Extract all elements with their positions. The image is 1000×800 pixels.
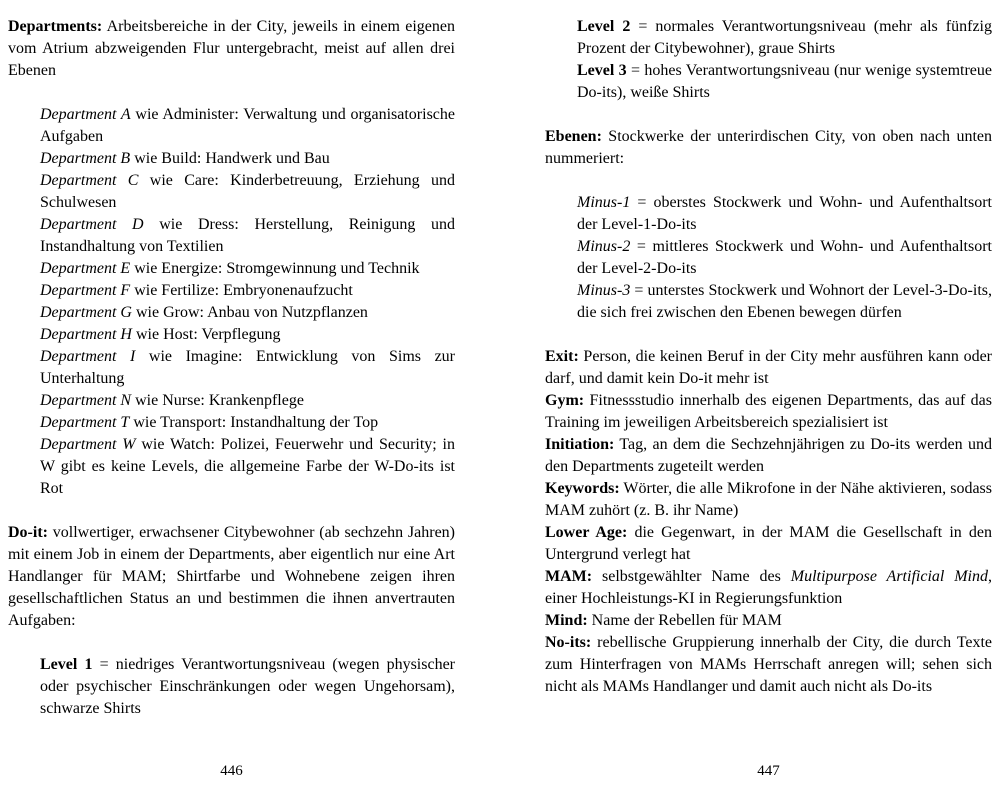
glossary-entry: [8, 16, 455, 82]
entry-term-italic: Department G: [40, 304, 132, 321]
entry-text: Tag, an dem die Sechzehnjährigen zu Do-its werden und den Departments zugeteilt werden: [545, 436, 992, 475]
glossary-entry: [545, 346, 992, 390]
glossary-subentry-group: [8, 654, 455, 720]
entry-text: Wörter, die alle Mikrofone in der Nähe aktivieren, sodass MAM zuhört (z. B. ihr Name): [545, 480, 992, 519]
entry-text: = unterstes Stockwerk und Wohnort der Level-3-Do-its, die sich frei zwischen den Ebenen bewegen dürfen: [577, 282, 992, 321]
entry-text: wie Administer: Verwaltung und organisatorische Aufgaben: [40, 106, 456, 145]
entry-text: wie Grow: Anbau von Nutzpflanzen: [131, 304, 368, 321]
entry-term-italic: Department I: [40, 348, 136, 365]
entry-text: Person, die keinen Beruf in der City mehr ausführen kann oder darf, und damit kein Do-it mehr ist: [545, 348, 992, 387]
glossary-entry: [40, 346, 455, 390]
glossary-entry: [545, 434, 992, 478]
glossary-entry: [577, 236, 992, 280]
entry-term-italic: Department D: [40, 216, 144, 233]
glossary-entry: [40, 280, 455, 302]
entry-term: Exit:: [545, 348, 579, 365]
page-number-left: 446: [220, 763, 243, 779]
glossary-entry: [545, 610, 992, 632]
glossary-entry: [577, 280, 992, 324]
entry-text: , einer Hochleistungs-KI in Regierungsfunktion: [545, 568, 992, 607]
glossary-entry: [545, 632, 992, 698]
entry-term: Initiation:: [545, 436, 615, 453]
glossary-entry: [40, 324, 455, 346]
entry-term: Do-it:: [8, 524, 48, 541]
glossary-subentry-group: [8, 104, 455, 500]
glossary-entry: [40, 148, 455, 170]
glossary-entry: [577, 60, 992, 104]
entry-text: Name der Rebellen für MAM: [587, 612, 782, 629]
entry-text: Arbeitsbereiche in der City, jeweils in einem eigenen vom Atrium abzweigenden Flur untergebracht, meist auf allen drei Ebenen: [8, 18, 455, 79]
page-right-content: [545, 16, 992, 750]
entry-term: Mind:: [545, 612, 588, 629]
entry-text: = mittleres Stockwerk und Wohn- und Aufenthaltsort der Level-2-Do-its: [577, 238, 992, 277]
glossary-entry-group: [545, 126, 992, 170]
entry-term-italic: Multipurpose Artificial Mind: [790, 568, 988, 585]
entry-term-italic: Department B: [40, 150, 131, 167]
glossary-entry-group: [8, 522, 455, 632]
entry-term: Departments:: [8, 18, 103, 35]
entry-text: wie Energize: Stromgewinnung und Technik: [130, 260, 420, 277]
entry-term-italic: Department N: [40, 392, 132, 409]
glossary-entry: [40, 654, 455, 720]
entry-term: Level 3: [577, 62, 627, 79]
entry-text: wie Host: Verpflegung: [131, 326, 281, 343]
entry-term: Keywords:: [545, 480, 620, 497]
page-number-right: 447: [757, 763, 780, 779]
glossary-subentry-group: [545, 192, 992, 324]
entry-text: die Gegenwart, in der MAM die Gesellschaft in den Untergrund verlegt hat: [545, 524, 992, 563]
entry-term-italic: Minus-1: [577, 194, 631, 211]
glossary-subentry-group: [545, 16, 992, 104]
entry-text: selbstgewählter Name des: [592, 568, 791, 585]
glossary-entry: [40, 302, 455, 324]
entry-term-italic: Department C: [40, 172, 139, 189]
entry-text: wie Dress: Herstellung, Reinigung und Instandhaltung von Textilien: [40, 216, 456, 255]
entry-term-italic: Department E: [40, 260, 131, 277]
glossary-entry: [577, 192, 992, 236]
entry-text: Stockwerke der unterirdischen City, von oben nach unten nummeriert:: [545, 128, 992, 167]
entry-text: wie Build: Handwerk und Bau: [130, 150, 330, 167]
entry-text: wie Care: Kinderbetreuung, Erziehung und Schulwesen: [40, 172, 455, 211]
entry-text: vollwertiger, erwachsener Citybewohner (ab sechzehn Jahren) mit einem Job in einem der Departments, aber eigentlich nur eine Art Handlanger für MAM; Shirtfarbe und Wohnebene zeigen ihren gesellschaftlichen Status an und bestimmen die ihnen anvertrauten Aufgaben:: [8, 524, 455, 629]
glossary-entry: [40, 258, 455, 280]
entry-text: = hohes Verantwortungsniveau (nur wenige systemtreue Do-its), weiße Shirts: [577, 62, 992, 101]
entry-text: = niedriges Verantwortungsniveau (wegen physischer oder psychischer Einschränkungen oder wegen Ungehorsam), schwarze Shirts: [40, 656, 456, 717]
entry-term-italic: Department H: [40, 326, 132, 343]
glossary-entry: [40, 170, 455, 214]
entry-term: MAM:: [545, 568, 593, 585]
entry-term-italic: Minus-2: [577, 238, 631, 255]
page-left-content: [8, 16, 455, 750]
glossary-entry: [40, 214, 455, 258]
entry-term-italic: Department A: [40, 106, 131, 123]
entry-term: Gym:: [545, 392, 585, 409]
entry-term-italic: Department T: [40, 414, 130, 431]
entry-term: No-its:: [545, 634, 592, 651]
entry-text: = oberstes Stockwerk und Wohn- und Aufenthaltsort der Level-1-Do-its: [577, 194, 992, 233]
glossary-entry: [545, 390, 992, 434]
glossary-entry: [40, 412, 455, 434]
entry-text: rebellische Gruppierung innerhalb der City, die durch Texte zum Hinterfragen von MAMs Herrschaft anregen will; sehen sich nicht als MAMs Handlanger und damit auch nicht als Do-its: [545, 634, 992, 695]
glossary-entry: [40, 390, 455, 412]
glossary-entry: [545, 478, 992, 522]
glossary-entry: [40, 104, 455, 148]
glossary-entry: [8, 522, 455, 632]
entry-text: wie Imagine: Entwicklung von Sims zur Unterhaltung: [40, 348, 455, 387]
entry-term-italic: Department F: [40, 282, 131, 299]
glossary-entry-group: [8, 16, 455, 82]
entry-text: wie Watch: Polizei, Feuerwehr und Security; in W gibt es keine Levels, die allgemeine Farbe der W-Do-its ist Rot: [40, 436, 455, 497]
entry-text: Fitnessstudio innerhalb des eigenen Departments, das auf das Training im jeweiligen Arbeitsbereich spezialisiert ist: [545, 392, 992, 431]
glossary-entry: [545, 566, 992, 610]
entry-term-italic: Minus-3: [577, 282, 631, 299]
entry-term: Ebenen:: [545, 128, 602, 145]
page-right: [545, 16, 992, 782]
entry-text: wie Fertilize: Embryonenaufzucht: [130, 282, 353, 299]
glossary-entry: [40, 434, 455, 500]
entry-term: Level 1: [40, 656, 93, 673]
glossary-entry: [545, 126, 992, 170]
glossary-entry-group: [545, 346, 992, 698]
entry-text: wie Transport: Instandhaltung der Top: [129, 414, 379, 431]
entry-term-italic: Department W: [40, 436, 136, 453]
glossary-entry: [577, 16, 992, 60]
entry-text: = normales Verantwortungsniveau (mehr als fünfzig Prozent der Citybewohner), graue Shirts: [577, 18, 992, 57]
page-left: [8, 16, 455, 782]
entry-text: wie Nurse: Krankenpflege: [131, 392, 304, 409]
entry-term: Level 2: [577, 18, 631, 35]
entry-term: Lower Age:: [545, 524, 628, 541]
glossary-entry: [545, 522, 992, 566]
